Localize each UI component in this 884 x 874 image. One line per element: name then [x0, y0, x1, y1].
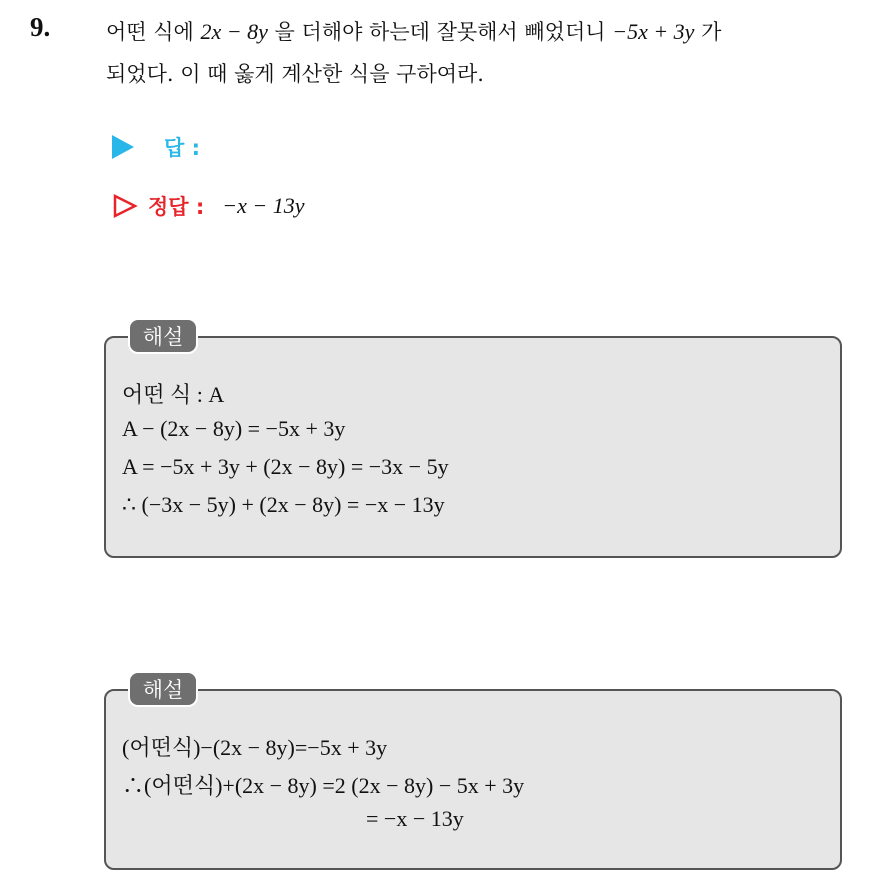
answer-label: 답 : — [164, 136, 200, 160]
play-outline-icon — [112, 193, 138, 219]
solution-tab-1: 해설 — [128, 318, 198, 354]
question-line-1 — [106, 16, 721, 46]
correct-answer-row — [112, 191, 305, 221]
question-math-1: 2x − 8y — [200, 19, 268, 44]
question-line-2: 되었다. 이 때 옳게 계산한 식을 구하여라. — [106, 62, 484, 86]
solution1-line-2: A − (2x − 8y) = −5x + 3y — [122, 416, 346, 441]
solution-tab-2: 해설 — [128, 671, 198, 707]
question-text-1: 어떤 식에 — [106, 20, 201, 44]
solution1-line-1: 어떤 식 : A — [122, 382, 225, 407]
solution-box-1 — [104, 336, 842, 558]
correct-answer-value: −x − 13y — [222, 193, 305, 218]
solution2-line-2: ∴(어떤식)+(2x − 8y) =2 (2x − 8y) − 5x + 3y — [122, 773, 525, 798]
solution1-line-4: ∴ (−3x − 5y) + (2x − 8y) = −x − 13y — [122, 492, 445, 517]
solution1-line-3: A = −5x + 3y + (2x − 8y) = −3x − 5y — [122, 454, 449, 479]
question-text-3: 가 — [694, 20, 722, 44]
answer-row — [112, 132, 200, 162]
solution2-line-3: = −x − 13y — [366, 806, 464, 831]
question-math-2: −5x + 3y — [612, 19, 695, 44]
play-icon — [112, 135, 134, 159]
question-number: 9. — [30, 12, 51, 42]
question-text-2: 을 더해야 하는데 잘못해서 빼었더니 — [267, 20, 613, 44]
correct-answer-label: 정답 : — [148, 195, 205, 219]
solution2-line-1: (어떤식)−(2x − 8y)=−5x + 3y — [122, 735, 388, 760]
